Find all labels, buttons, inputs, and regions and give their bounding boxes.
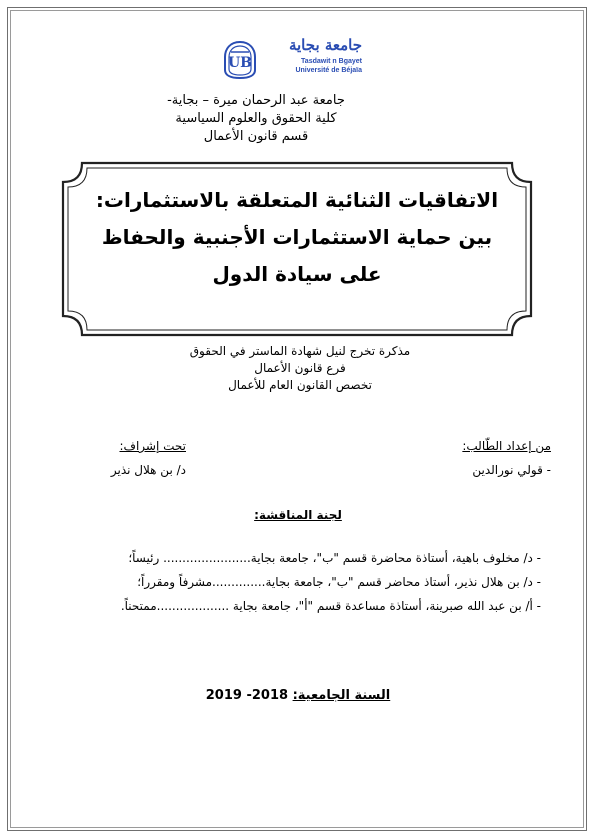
committee-title: لجنة المناقشة: [254, 508, 342, 522]
logo-arabic-name: جامعة بجاية [288, 36, 362, 54]
logo-berber-name: Tasdawit n Bgayet [301, 58, 362, 65]
student-name: - قولي نورالدين [472, 463, 551, 477]
student-block [371, 434, 551, 482]
university-emblem-icon [222, 40, 258, 80]
institution-header [116, 92, 396, 146]
logo-french-name: Université de Béjaïa [295, 67, 362, 74]
university-name: جامعة عبد الرحمان ميرة – بجاية- [167, 93, 345, 108]
academic-year-value: 2018- 2019 [205, 688, 289, 703]
thesis-title-line-1: الاتفاقيات الثنائية المتعلقة بالاستثمارات: [95, 188, 499, 212]
supervisor-label: تحت إشراف: [119, 439, 186, 453]
degree-purpose: مذكرة تخرج لنيل شهادة الماستر في الحقوق [189, 344, 411, 358]
title-frame [60, 160, 534, 338]
degree-info [150, 343, 450, 394]
committee-member: - د/ بن هلال نذير، أستاذ محاضر قسم "ب"، جامعة بجاية..............مشرفاً ومقرراً؛ [137, 575, 541, 589]
thesis-title-line-2: بين حماية الاستثمارات الأجنبية والحفاظ [101, 225, 493, 249]
student-label: من إعداد الطّالب: [462, 439, 551, 453]
thesis-title [78, 182, 516, 293]
academic-year [0, 688, 596, 703]
academic-year-label: السنة الجامعية: [292, 688, 391, 703]
committee-list [61, 546, 541, 618]
department-name: قسم قانون الأعمال [203, 129, 309, 144]
university-logo [222, 36, 362, 82]
committee-member: - د/ مخلوف باهية، أستاذة محاضرة قسم "ب"، جامعة بجاية....................... رئيساً؛ [128, 551, 541, 565]
faculty-name: كلية الحقوق والعلوم السياسية [175, 111, 337, 126]
degree-branch: فرع قانون الأعمال [254, 361, 346, 375]
thesis-title-line-3: على سيادة الدول [212, 262, 382, 286]
svg-text:UB: UB [227, 55, 253, 71]
supervisor-block [46, 434, 186, 482]
degree-specialty: تخصص القانون العام للأعمال [228, 378, 372, 392]
committee-member: - أ/ بن عبد الله صبرينة، أستاذة مساعدة قسم "أ"، جامعة بجاية ...................ممتحناً. [120, 599, 541, 613]
supervisor-name: د/ بن هلال نذير [110, 463, 186, 477]
